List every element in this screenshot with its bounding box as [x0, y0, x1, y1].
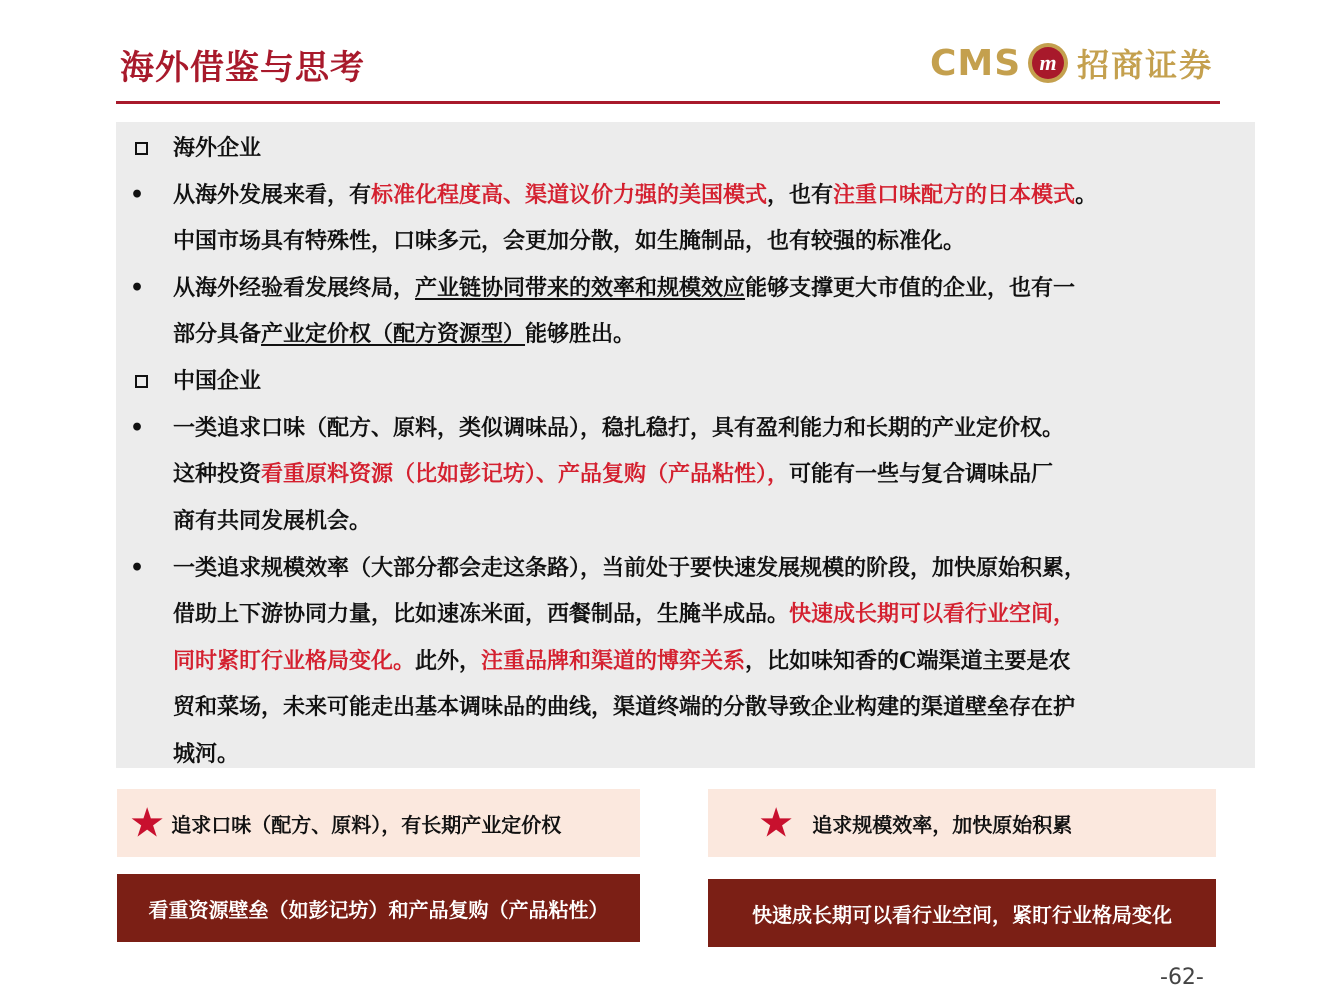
highlight-text: 快速成长期可以看行业空间， [789, 601, 1076, 627]
summary-box-scale [708, 789, 1216, 857]
conclusion-box-growth: 快速成长期可以看行业空间，紧盯行业格局变化 [708, 879, 1216, 947]
logo-text-cn: 招商证券 [1077, 46, 1214, 84]
text-run: 可能有一些与复合调味品厂 [789, 461, 1054, 487]
text-run: 商有共同发展机会。 [173, 508, 372, 534]
text-run: ，也有 [767, 182, 834, 208]
page-number: -62- [1160, 965, 1204, 990]
cms-logo [930, 40, 1213, 86]
text-run: 能够支撑更大市值的企业，也有一 [745, 275, 1076, 301]
title-divider [116, 101, 1220, 104]
star-icon: ★ [760, 802, 793, 844]
highlight-text: 标准化程度高、渠道议价力强的美国模式 [371, 182, 768, 208]
highlight-text: 同时紧盯行业格局变化。 [173, 648, 416, 674]
text-run: 贸和菜场，未来可能走出基本调味品的曲线，渠道终端的分散导致企业构建的渠道壁垒存在护 [173, 694, 1076, 720]
summary-box-taste [117, 789, 640, 857]
dot-bullet-icon: • [130, 275, 145, 301]
text-run: 从海外经验看发展终局， [173, 275, 416, 301]
star-icon: ★ [131, 802, 164, 844]
dot-bullet-icon: • [130, 415, 145, 441]
logo-mark-icon [1027, 42, 1069, 84]
conclusion-box-resource: 看重资源壁垒（如彭记坊）和产品复购（产品粘性） [117, 874, 640, 942]
text-run: 借助上下游协同力量，比如速冻米面，西餐制品，生腌半成品。 [173, 601, 790, 627]
highlight-text: 注重品牌和渠道的博弈关系 [481, 648, 746, 674]
text-run: 。 [1075, 182, 1098, 208]
highlight-text: 注重口味配方的日本模式 [833, 182, 1076, 208]
square-bullet-icon [135, 375, 148, 388]
text-run: 这种投资 [173, 461, 262, 487]
dot-bullet-icon: • [130, 182, 145, 208]
logo-text-en: CMS [930, 42, 1022, 84]
text-run: 部分具备 [173, 321, 262, 347]
text-run: ，比如味知香的C端渠道主要是农 [745, 648, 1071, 674]
text-run: 中国市场具有特殊性，口味多元，会更加分散，如生腌制品，也有较强的标准化。 [173, 228, 966, 254]
summary-label: 追求规模效率，加快原始积累 [812, 812, 1073, 837]
text-run: 一类追求口味（配方、原料，类似调味品），稳扎稳打，具有盈利能力和长期的产业定价权。 [173, 415, 1065, 441]
page-title: 海外借鉴与思考 [120, 48, 365, 88]
highlight-text: 看重原料资源（比如彭记坊）、产品复购（产品粘性）， [261, 461, 790, 487]
square-bullet-icon [135, 142, 148, 155]
svg-text:m: m [1039, 50, 1057, 75]
content-panel: 海外企业 • 从海外发展来看，有标准化程度高、渠道议价力强的美国模式，也有注重口味配方的日本模式。 中国市场具有特殊性，口味多元，会更加分散，如生腌制品，也有较强的标准化。 • 从海外经验看发展终局，产业链协同带来的效率和规模效应能够支撑更大市值的企业，也有一 部分具备产业定价权（配方资源型）能够胜出。 中国企业 • 一类追求口味（配方、原料，类似调味品），稳扎稳打，具有盈利能力和长期的产业定价权。 这种投资看重原料资源（比如彭记坊）、产品复购（产品粘性），可能有一些与复合调味品厂 商有共同发展机会。 • 一类追求规模效率（大部分都会走这条路），当前处于要快速发展规模的阶段，加快原始积累， 借助上下游协同力量，比如速冻米面，西餐制品，生腌半成品。快速成长期可以看行业空间， 同时紧盯行业格局变化。此外，注重品牌和渠道的博弈关系，比如味知香的C端渠道主要是农 贸和菜场，未来可能走出基本调味品的曲线，渠道终端的分散导致企业构建的渠道壁垒存在护 城河。 [116, 122, 1255, 768]
text-run: 从海外发展来看，有 [173, 182, 372, 208]
dot-bullet-icon: • [130, 555, 145, 581]
text-run: 一类追求规模效率（大部分都会走这条路），当前处于要快速发展规模的阶段，加快原始积累， [173, 555, 1087, 581]
summary-label: 追求口味（配方、原料），有长期产业定价权 [171, 812, 562, 837]
text-run: 此外， [415, 648, 482, 674]
text-run: 能够胜出。 [525, 321, 636, 347]
underlined-text: 产业链协同带来的效率和规模效应 [415, 275, 746, 301]
text-run: 城河。 [173, 741, 240, 767]
underlined-text: 产业定价权（配方资源型） [261, 321, 526, 347]
